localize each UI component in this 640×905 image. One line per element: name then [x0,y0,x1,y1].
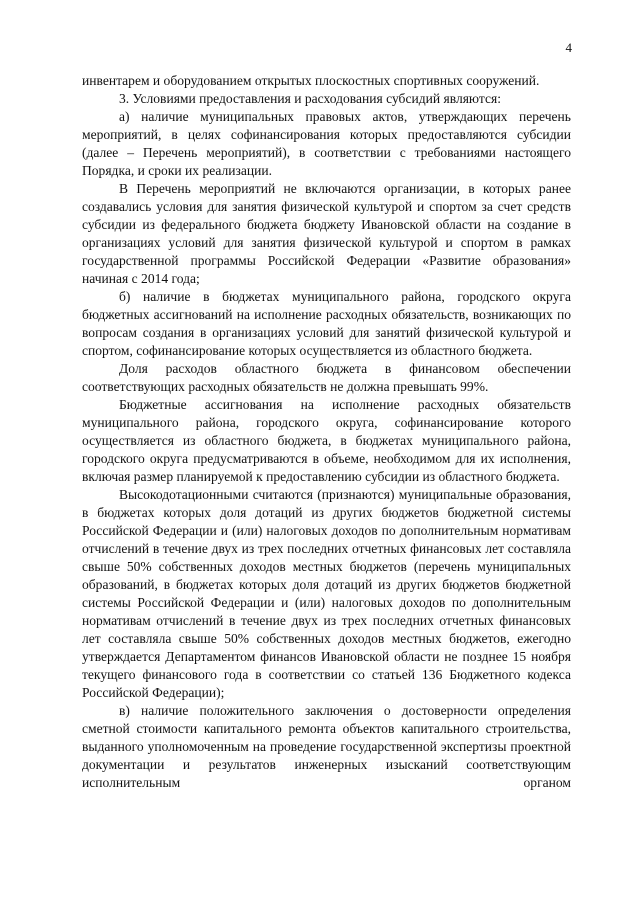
paragraph-continuation: инвентарем и оборудованием открытых плоскостных спортивных сооружений. [82,73,540,88]
paragraph-budget-share: Доля расходов областного бюджета в финансовом обеспечении соответствующих расходных обязательств не должна превышать 99%. [82,361,571,394]
document-body [82,72,571,792]
paragraph-budget-allocations: Бюджетные ассигнования на исполнение расходных обязательств муниципального района, городского округа, софинансирование которого осуществляется из областного бюджета, в бюджетах муниципального района, городского округа предусматриваются в объеме, необходимом для их исполнения, включая размер планируемой к предоставлению субсидии из областного бюджета. [82,397,571,484]
page-number: 4 [565,40,572,55]
paragraph-condition-v: в) наличие положительного заключения о достоверности определения сметной стоимости капитального ремонта объектов капитального строительства, выданного уполномоченным на проведение государственной экспертизы проектной документации и результатов инженерных изысканий соответствующим исполнительным органом [82,703,571,790]
paragraph-item-3: 3. Условиями предоставления и расходования субсидий являются: [119,91,501,106]
paragraph-high-subsidy: Высокодотационными считаются (признаются) муниципальные образования, в бюджетах которых доля дотаций из других бюджетов бюджетной системы Российской Федерации и (или) налоговых доходов по дополнительным нормативам отчислений в течение двух из трех последних отчетных финансовых лет составляла свыше 50% собственных доходов местных бюджетов (перечень муниципальных образований, в бюджетах которых доля дотаций из других бюджетов бюджетной системы Российской Федерации и (или) налоговых доходов по дополнительным нормативам отчислений в течение двух из трех последних отчетных финансовых лет составляла свыше 50% собственных доходов местных бюджетов, ежегодно утверждается Департаментом финансов Ивановской области не позднее 15 ноября текущего финансового года в соответствии со статьей 136 Бюджетного кодекса Российской Федерации); [82,487,571,700]
paragraph-condition-b: б) наличие в бюджетах муниципального района, городского округа бюджетных ассигнований на исполнение расходных обязательств, возникающих по вопросам создания в организациях условий для занятий физической культурой и спортом, софинансирование которых осуществляется из областного бюджета. [82,289,571,358]
paragraph-condition-a: а) наличие муниципальных правовых актов, утверждающих перечень мероприятий, в целях софинансирования которых предоставляются субсидии (далее – Перечень мероприятий), в соответствии с требованиями настоящего Порядка, и сроки их реализации. [82,109,571,178]
paragraph-exclusion: В Перечень мероприятий не включаются организации, в которых ранее создавались условия для занятия физической культурой и спортом за счет средств субсидии из федерального бюджета бюджету Ивановской области на создание в организациях условий для занятия физической культурой и спортом в рамках государственной программы Российской Федерации «Развитие образования» начиная с 2014 года; [82,181,571,286]
